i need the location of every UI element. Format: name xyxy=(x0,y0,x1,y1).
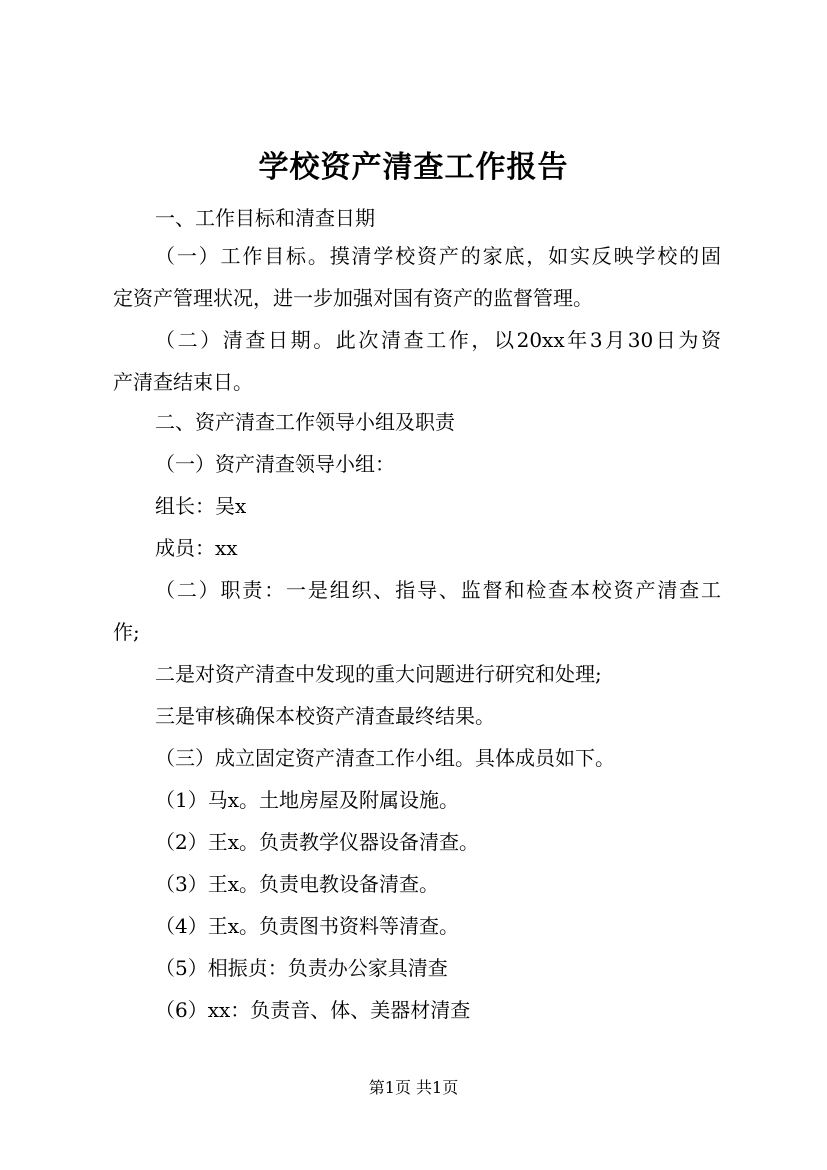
paragraph-line: 成员：xx xyxy=(155,536,238,560)
section-heading-2: 二、资产清查工作领导小组及职责 xyxy=(155,410,455,434)
list-item: （3）王x。负责电教设备清查。 xyxy=(155,872,440,896)
paragraph-line: 产清查结束日。 xyxy=(113,370,253,394)
paragraph-line: （一）工作目标。摸清学校资产的家底，如实反映学校的固 xyxy=(155,244,721,268)
list-item: （2）王x。负责教学仪器设备清查。 xyxy=(155,830,480,854)
paragraph-line: 作; xyxy=(113,620,140,644)
page-number-footer: 第1页 共1页 xyxy=(368,1078,459,1097)
paragraph-line: 二是对资产清查中发现的重大问题进行研究和处理; xyxy=(155,662,602,686)
list-item: （1）马x。土地房屋及附属设施。 xyxy=(155,788,460,812)
paragraph-line: （二）职责：一是组织、指导、监督和检查本校资产清查工 xyxy=(155,578,721,602)
paragraph-line: （二）清查日期。此次清查工作，以20xx年3月30日为资 xyxy=(155,328,721,352)
list-item: （5）相振贞：负责办公家具清查 xyxy=(155,956,448,980)
list-item: （6）xx：负责音、体、美器材清查 xyxy=(155,998,471,1022)
list-item: （4）王x。负责图书资料等清查。 xyxy=(155,914,460,938)
paragraph-line: （一）资产清查领导小组： xyxy=(155,452,395,476)
paragraph-line: （三）成立固定资产清查工作小组。具体成员如下。 xyxy=(155,746,615,770)
paragraph-line: 组长：吴x xyxy=(155,494,247,518)
section-heading-1: 一、工作目标和清查日期 xyxy=(155,206,375,230)
paragraph-line: 定资产管理状况，进一步加强对国有资产的监督管理。 xyxy=(113,286,593,310)
document-title: 学校资产清查工作报告 xyxy=(258,150,569,185)
paragraph-line: 三是审核确保本校资产清查最终结果。 xyxy=(155,704,495,728)
